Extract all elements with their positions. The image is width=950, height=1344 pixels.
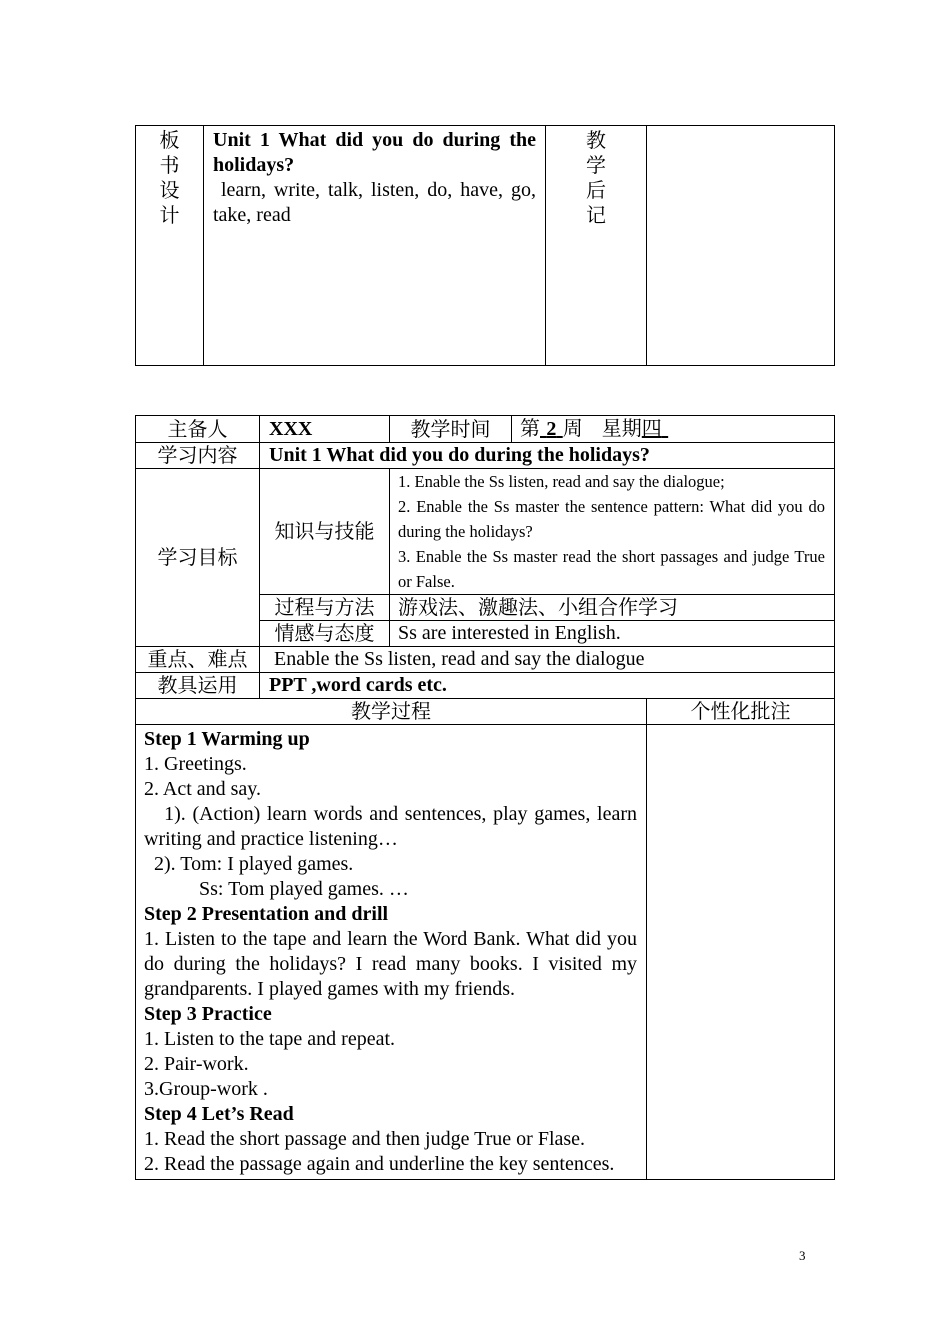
step-line: 1). (Action) learn words and sentences, play games, learn writing and practice listening… <box>144 803 643 850</box>
label-char: 计 <box>159 203 180 227</box>
preparer-value: XXX <box>260 416 390 443</box>
personal-notes-header: 个性化批注 <box>647 699 835 725</box>
teaching-notes-label <box>546 126 647 366</box>
emotion-attitude-value: Ss are interested in English. <box>390 621 835 647</box>
process-method-label: 过程与方法 <box>260 595 390 621</box>
step-line: 2. Act and say. <box>144 778 262 800</box>
step-title: Step 3 Practice <box>144 1003 272 1025</box>
preparer-label: 主备人 <box>136 416 260 443</box>
week-word: 周 <box>562 416 583 440</box>
board-design-label <box>136 126 204 366</box>
teaching-notes-content <box>647 126 835 366</box>
teaching-tools-label: 教具运用 <box>136 673 260 699</box>
step-line: 1. Listen to the tape and learn the Word Bank. What did you do during the holidays? I read many books. I visited my grandparents. I played games with my friends. <box>144 928 637 1000</box>
board-words: learn, write, talk, listen, do, have, go, take, read <box>213 179 542 226</box>
board-design-content <box>204 126 546 366</box>
label-char: 记 <box>586 203 606 227</box>
teaching-time-value <box>512 416 835 443</box>
step-line: 1. Greetings. <box>144 753 247 775</box>
page-number: 3 <box>799 1248 806 1263</box>
objectives-label: 学习目标 <box>136 469 260 647</box>
step-title: Step 1 Warming up <box>144 728 310 750</box>
knowledge-label: 知识与技能 <box>260 469 390 595</box>
step-line: 1. Read the short passage and then judge True or Flase. <box>144 1128 586 1150</box>
weekday-value: 四 <box>641 416 662 440</box>
knowledge-item: 1. Enable the Ss listen, read and say the dialogue; <box>398 472 725 491</box>
step-line: 2. Pair-work. <box>144 1053 249 1075</box>
lesson-plan-table <box>135 415 835 1180</box>
label-char: 书 <box>159 153 180 177</box>
label-char: 教 <box>586 128 606 152</box>
label-char: 设 <box>159 178 180 202</box>
step-title: Step 4 Let’s Read <box>144 1103 294 1125</box>
week-number: 2 <box>546 418 557 440</box>
knowledge-content <box>390 469 835 595</box>
step-block <box>144 1002 637 1102</box>
step-line: 2. Read the passage again and underline the key sentences. <box>144 1153 615 1175</box>
step-block <box>144 1102 637 1177</box>
personal-notes-content <box>647 725 835 1180</box>
key-points-label: 重点、难点 <box>136 647 260 673</box>
step-line: 1. Listen to the tape and repeat. <box>144 1028 396 1050</box>
emotion-attitude-label: 情感与态度 <box>260 621 390 647</box>
step-line: 2). Tom: I played games. <box>144 853 354 875</box>
step-title: Step 2 Presentation and drill <box>144 903 389 925</box>
label-char: 学 <box>586 153 606 177</box>
week-prefix: 第 <box>520 416 540 440</box>
key-points-value: Enable the Ss listen, read and say the dialogue <box>260 647 835 673</box>
teaching-time-label: 教学时间 <box>390 416 512 443</box>
teaching-tools-value: PPT ,word cards etc. <box>260 673 835 699</box>
step-line: 3.Group-work . <box>144 1078 268 1100</box>
board-design-table <box>135 125 835 366</box>
board-title: Unit 1 What did you do during the holidays? <box>213 129 536 176</box>
weekday-label: 星期 <box>601 416 642 440</box>
step-block <box>144 902 637 1002</box>
knowledge-item: 3. Enable the Ss master read the short passages and judge True or False. <box>398 547 825 591</box>
label-char: 板 <box>159 128 180 152</box>
knowledge-item: 2. Enable the Ss master the sentence pattern: What did you do during the holidays? <box>398 497 825 541</box>
step-block <box>144 727 643 902</box>
step-line: Ss: Tom played games. … <box>144 878 409 900</box>
process-method-value: 游戏法、激趣法、小组合作学习 <box>390 595 835 621</box>
content-value: Unit 1 What did you do during the holidays? <box>260 443 835 469</box>
teaching-steps <box>136 725 647 1180</box>
content-label: 学习内容 <box>136 443 260 469</box>
teaching-process-header: 教学过程 <box>136 699 647 725</box>
label-char: 后 <box>586 178 606 202</box>
